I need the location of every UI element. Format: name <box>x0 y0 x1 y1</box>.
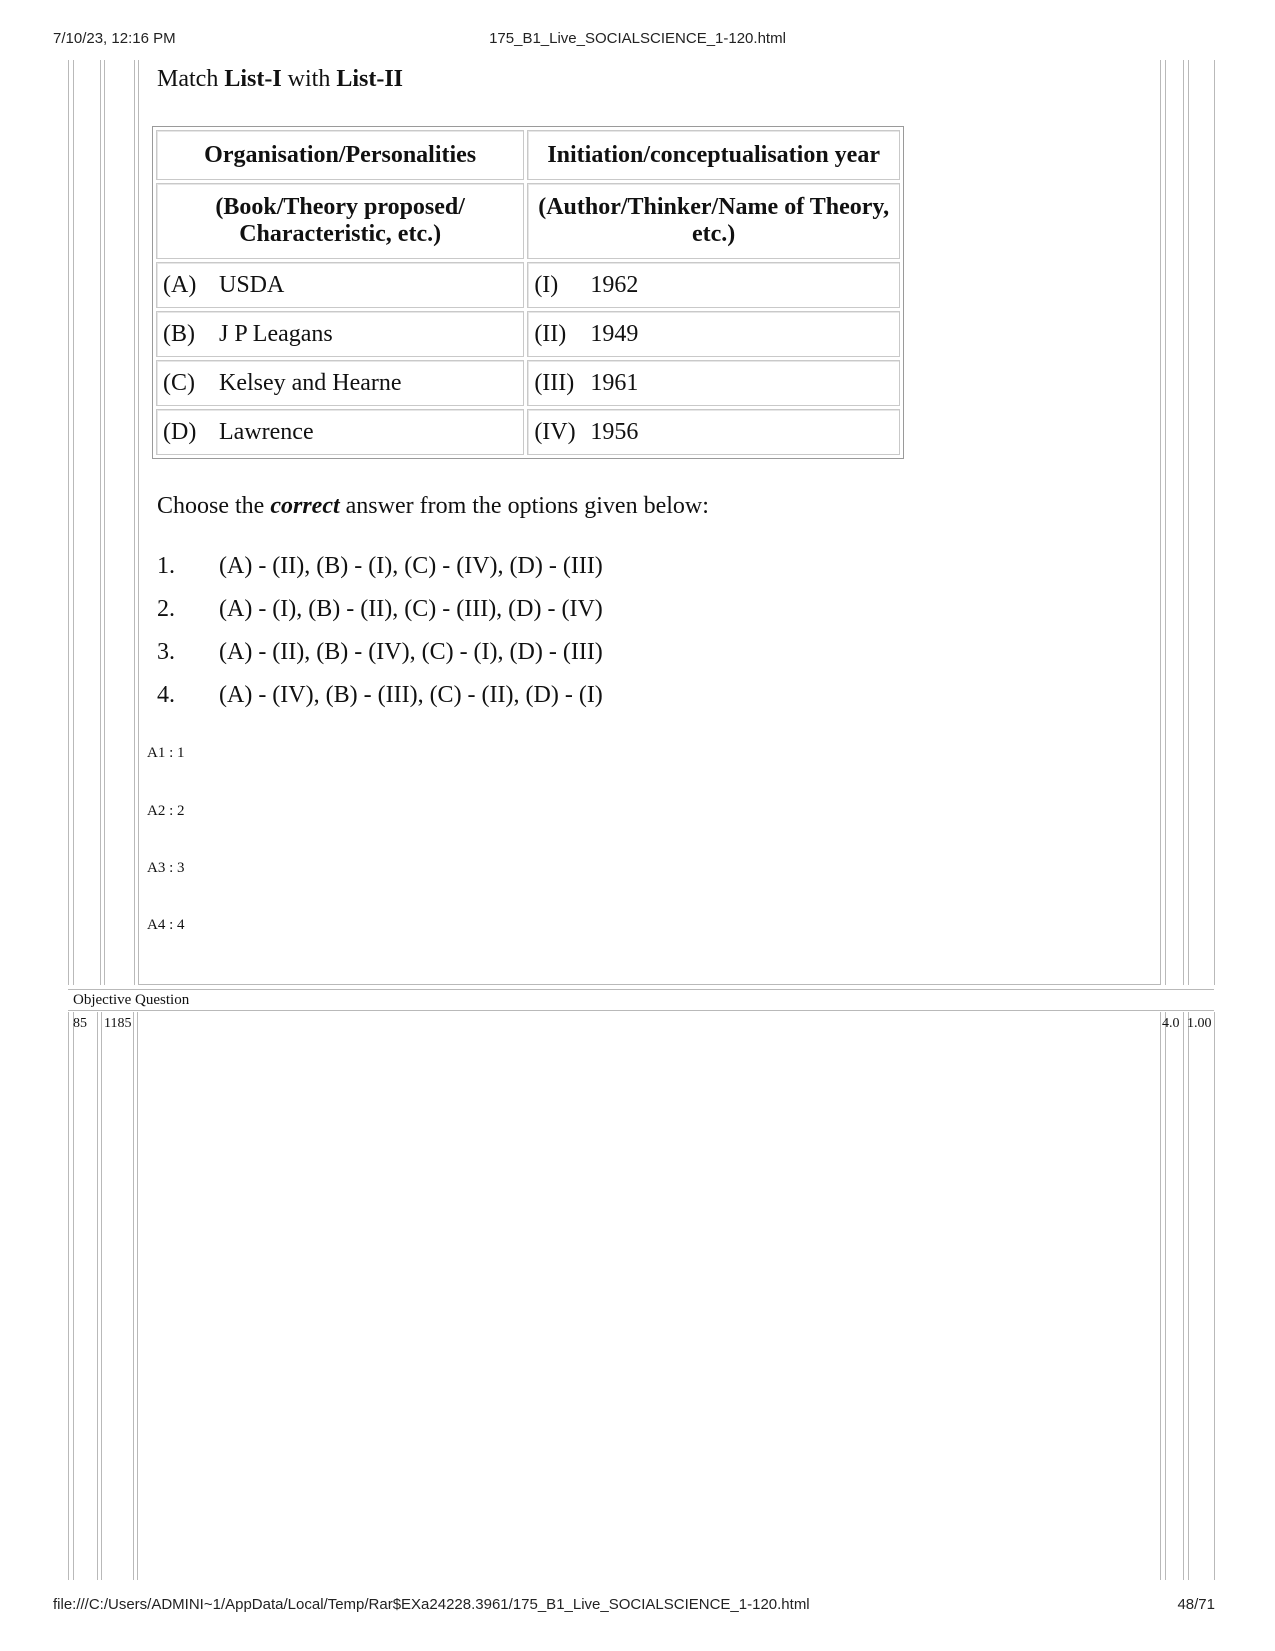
option-item: 3. (A) - (II), (B) - (IV), (C) - (I), (D) - (III) <box>157 639 603 665</box>
row-value: 1961 <box>590 369 639 396</box>
instruction-text: Choose the correct answer from the options given below: <box>157 493 709 519</box>
frame-line <box>1160 60 1161 985</box>
row-label: (I) <box>534 271 559 298</box>
row-value: USDA <box>219 271 285 298</box>
row-value: Lawrence <box>219 418 314 445</box>
frame-line <box>1214 60 1215 985</box>
table-row <box>156 262 900 308</box>
row-label: (II) <box>534 320 567 347</box>
frame-line <box>1188 60 1189 985</box>
frame-line <box>1183 1012 1184 1580</box>
question-serial: 85 <box>73 1016 87 1031</box>
table-row <box>156 409 900 455</box>
answer-choice-3: A3 : 3 <box>147 860 185 876</box>
frame-line <box>68 1012 69 1580</box>
frame-line <box>1183 60 1184 985</box>
frame-line <box>73 60 74 985</box>
frame-line <box>97 1012 98 1580</box>
frame-line <box>68 989 1214 990</box>
question-title: Match List-I with List-II <box>157 66 404 92</box>
frame-line <box>1214 1012 1215 1580</box>
row-label: (IV) <box>534 418 576 445</box>
option-item: 2. (A) - (I), (B) - (II), (C) - (III), (D) - (IV) <box>157 596 603 622</box>
frame-line <box>1165 60 1166 985</box>
row-value: Kelsey and Hearne <box>219 369 402 396</box>
frame-line <box>137 1012 138 1580</box>
question-negative-marks: 1.00 <box>1187 1016 1212 1031</box>
frame-line <box>138 984 1160 985</box>
row-label: (B) <box>163 320 195 347</box>
row-value: 1949 <box>590 320 639 347</box>
option-item: 1. (A) - (II), (B) - (I), (C) - (IV), (D) - (III) <box>157 553 603 579</box>
frame-line <box>1188 1012 1189 1580</box>
question-type-label: Objective Question <box>73 992 190 1008</box>
header-cell: (Book/Theory proposed/ Characteristic, etc.) <box>156 183 524 259</box>
row-value: 1962 <box>590 271 639 298</box>
row-value: J P Leagans <box>219 320 333 347</box>
print-datetime: 7/10/23, 12:16 PM <box>53 30 176 47</box>
question-id: 1185 <box>104 1016 132 1031</box>
row-label: (D) <box>163 418 197 445</box>
header-cell: Organisation/Personalities <box>156 130 524 180</box>
frame-line <box>1165 1012 1166 1580</box>
header-cell: (Author/Thinker/Name of Theory, etc.) <box>527 183 900 259</box>
frame-line <box>104 60 105 985</box>
print-page-number: 48/71 <box>1177 1596 1215 1613</box>
match-table <box>152 126 904 459</box>
frame-line <box>101 1012 102 1580</box>
frame-line <box>133 1012 134 1580</box>
frame-line <box>138 60 139 985</box>
frame-line <box>100 60 101 985</box>
row-label: (III) <box>534 369 575 396</box>
answer-choice-2: A2 : 2 <box>147 803 185 819</box>
answer-choice-4: A4 : 4 <box>147 917 185 933</box>
row-label: (C) <box>163 369 195 396</box>
frame-line <box>68 1010 1214 1011</box>
print-title: 175_B1_Live_SOCIALSCIENCE_1-120.html <box>489 30 786 47</box>
option-item: 4. (A) - (IV), (B) - (III), (C) - (II), (D) - (I) <box>157 682 603 708</box>
header-cell: Initiation/conceptualisation year <box>527 130 900 180</box>
print-file-path: file:///C:/Users/ADMINI~1/AppData/Local/Temp/Rar$EXa24228.3961/175_B1_Live_SOCIALSCIENCE_1-120.html <box>53 1596 810 1613</box>
answer-choice-1: A1 : 1 <box>147 745 185 761</box>
options-list <box>157 553 603 725</box>
frame-line <box>1160 1012 1161 1580</box>
question-marks: 4.0 <box>1162 1016 1180 1031</box>
frame-line <box>134 60 135 985</box>
row-value: 1956 <box>590 418 639 445</box>
row-label: (A) <box>163 271 197 298</box>
table-row <box>156 311 900 357</box>
frame-line <box>73 1012 74 1580</box>
frame-line <box>68 60 69 985</box>
table-row <box>156 360 900 406</box>
